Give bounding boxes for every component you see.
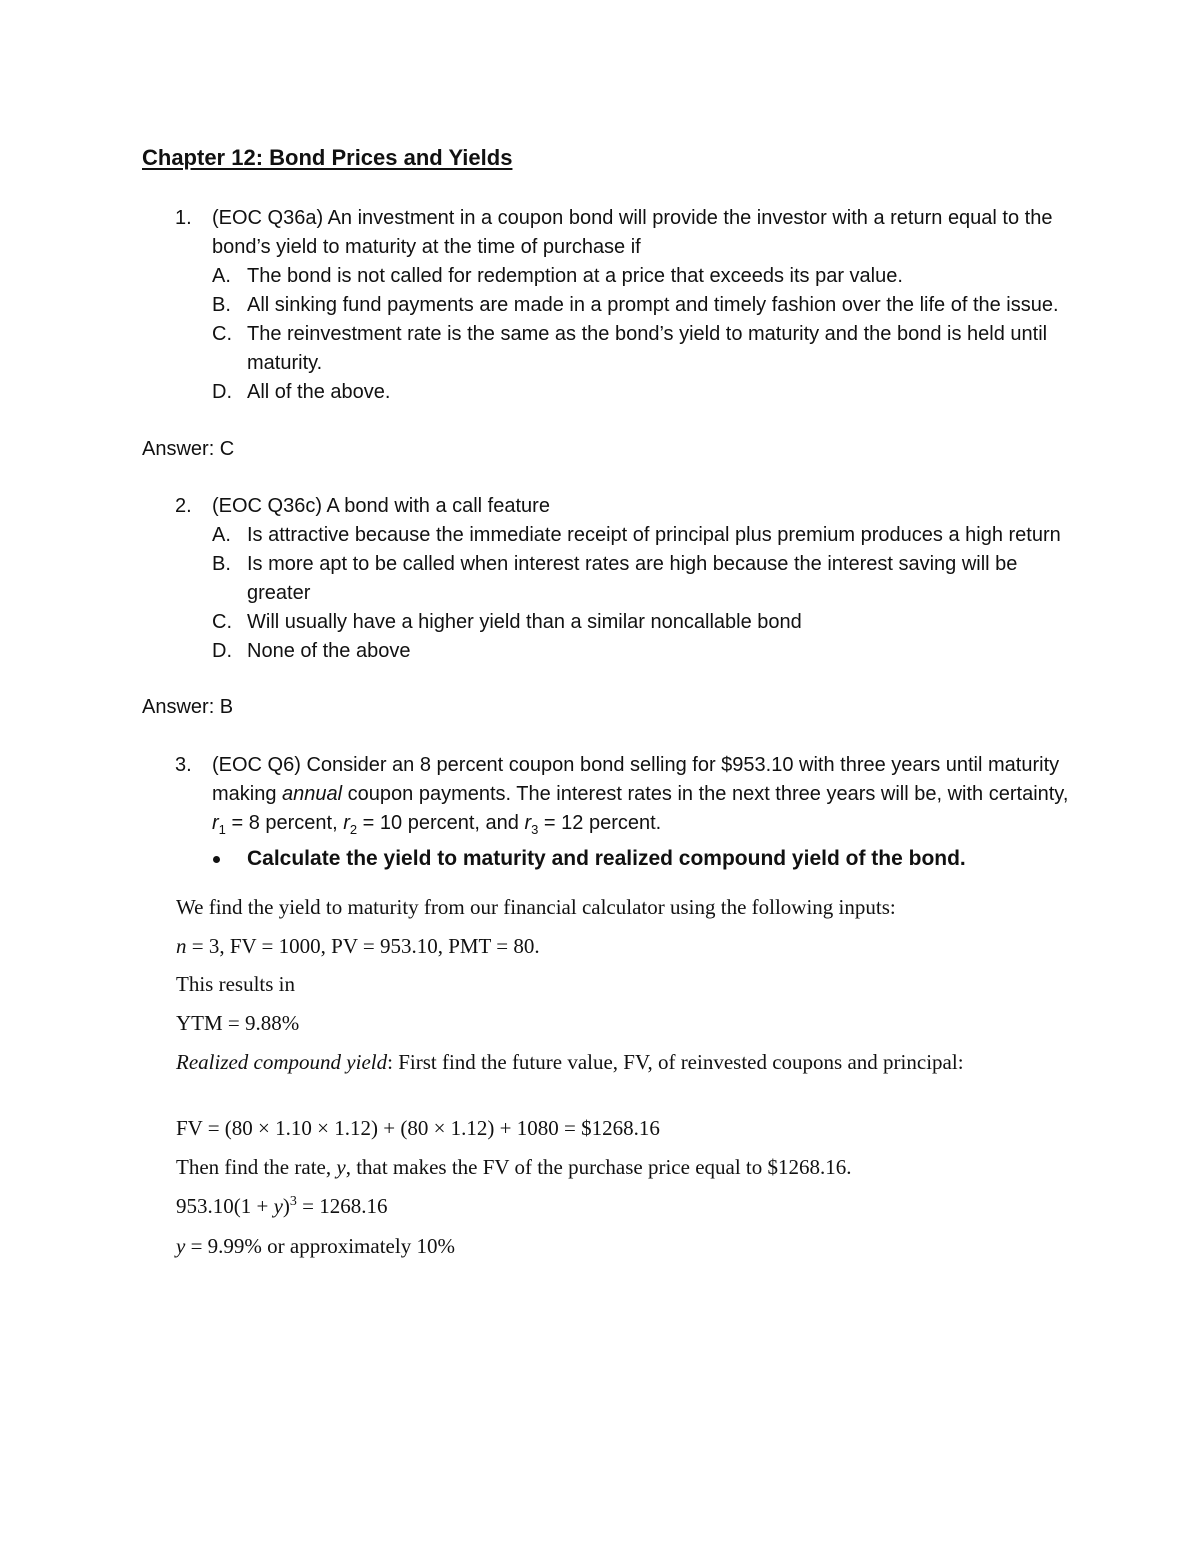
option-text: Is more apt to be called when interest rates are high because the interest saving will be greater: [247, 553, 1018, 604]
chapter-title: Chapter 12: Bond Prices and Yields: [142, 145, 513, 170]
option-d: [175, 378, 1075, 407]
answer-1: Answer: C: [142, 438, 235, 460]
solution-line-5: [176, 1049, 996, 1075]
option-letter: A.: [212, 265, 231, 287]
task-text: Calculate the yield to maturity and realized compound yield of the bond.: [247, 847, 966, 870]
option-text: All of the above.: [247, 381, 391, 403]
question-text-emphasis: annual: [282, 783, 343, 805]
variable-y: y: [336, 1155, 346, 1179]
solution-line-7: [176, 1155, 852, 1180]
option-d: [175, 637, 1075, 666]
option-a: [175, 262, 1075, 291]
option-letter: D.: [212, 640, 232, 662]
variable-n: n: [176, 934, 187, 958]
option-letter: D.: [212, 381, 232, 403]
option-letter: C.: [212, 323, 232, 345]
solution-text: , that makes the FV of the purchase price equal to $1268.16.: [345, 1155, 852, 1179]
option-c: [175, 320, 1075, 378]
variable-y: y: [176, 1234, 186, 1258]
rate-subscript: 1: [218, 822, 226, 837]
rate-variable: r: [524, 812, 532, 834]
option-text: None of the above: [247, 640, 411, 662]
exponent: 3: [289, 1194, 297, 1209]
question-text-part: coupon payments. The interest rates in the next three years will be, with certainty,: [342, 783, 1069, 805]
question-number: 2.: [175, 495, 192, 517]
answer-2: Answer: B: [142, 696, 234, 718]
question-text: [212, 751, 1075, 844]
bullet-icon: [213, 856, 220, 863]
variable-y: y: [273, 1194, 283, 1218]
question-3: [175, 751, 1075, 873]
equation-part: ): [282, 1194, 290, 1218]
rate-variable: r: [343, 812, 350, 834]
option-letter: B.: [212, 553, 231, 575]
question-1: [175, 204, 1075, 407]
question-text-part: (EOC Q6) Consider an 8 percent coupon bond selling for $953.10 with three years until maturity making: [212, 754, 1060, 805]
solution-text: Then find the rate,: [176, 1155, 337, 1179]
solution-line-3: This results in: [176, 972, 295, 996]
option-b: [175, 291, 1075, 320]
option-text: The reinvestment rate is the same as the bond’s yield to maturity and the bond is held until maturity.: [247, 323, 1048, 374]
option-list: [175, 521, 1075, 666]
option-text: All sinking fund payments are made in a prompt and timely fashion over the life of the issue.: [247, 294, 1059, 316]
question-2: [175, 492, 1075, 666]
equation-part: 953.10(1 +: [176, 1194, 274, 1218]
rate-value: = 12 percent.: [538, 812, 662, 834]
option-text: Will usually have a higher yield than a similar noncallable bond: [247, 611, 802, 633]
option-letter: C.: [212, 611, 232, 633]
question-text: (EOC Q36c) A bond with a call feature: [212, 495, 550, 517]
option-text: Is attractive because the immediate receipt of principal plus premium produces a high return: [247, 524, 1061, 546]
option-a: [175, 521, 1075, 550]
rate-value: = 10 percent, and: [357, 812, 525, 834]
option-text: The bond is not called for redemption at a price that exceeds its par value.: [247, 265, 903, 287]
rate-subscript: 3: [531, 822, 539, 837]
rate-value: = 8 percent,: [225, 812, 344, 834]
question-number: 3.: [175, 754, 192, 776]
option-letter: B.: [212, 294, 231, 316]
rate-equation: [176, 1194, 388, 1219]
rate-subscript: 2: [349, 822, 358, 837]
ytm-result: YTM = 9.88%: [176, 1011, 300, 1035]
option-b: [175, 550, 1075, 608]
solution-line-1: We find the yield to maturity from our financial calculator using the following inputs:: [176, 895, 896, 919]
option-list: [175, 262, 1075, 407]
solution-text: : First find the future value, FV, of reinvested coupons and principal:: [387, 1050, 964, 1074]
equation-part: = 1268.16: [296, 1194, 388, 1218]
option-letter: A.: [212, 524, 231, 546]
final-result: [176, 1234, 455, 1259]
calculator-inputs: = 3, FV = 1000, PV = 953.10, PMT = 80.: [186, 934, 540, 958]
question-number: 1.: [175, 207, 192, 229]
fv-equation: FV = (80 × 1.10 × 1.12) + (80 × 1.12) + 1080 = $1268.16: [176, 1116, 660, 1140]
solution-line-2: [176, 934, 540, 959]
option-c: [175, 608, 1075, 637]
term-realized-compound-yield: Realized compound yield: [176, 1050, 388, 1074]
question-text: (EOC Q36a) An investment in a coupon bond will provide the investor with a return equal to the bond’s yield to maturity at the time of purchase if: [212, 207, 1053, 258]
solution-text: = 9.99% or approximately 10%: [185, 1234, 455, 1258]
task-bullet: [175, 844, 1075, 873]
rate-variable: r: [212, 812, 219, 834]
